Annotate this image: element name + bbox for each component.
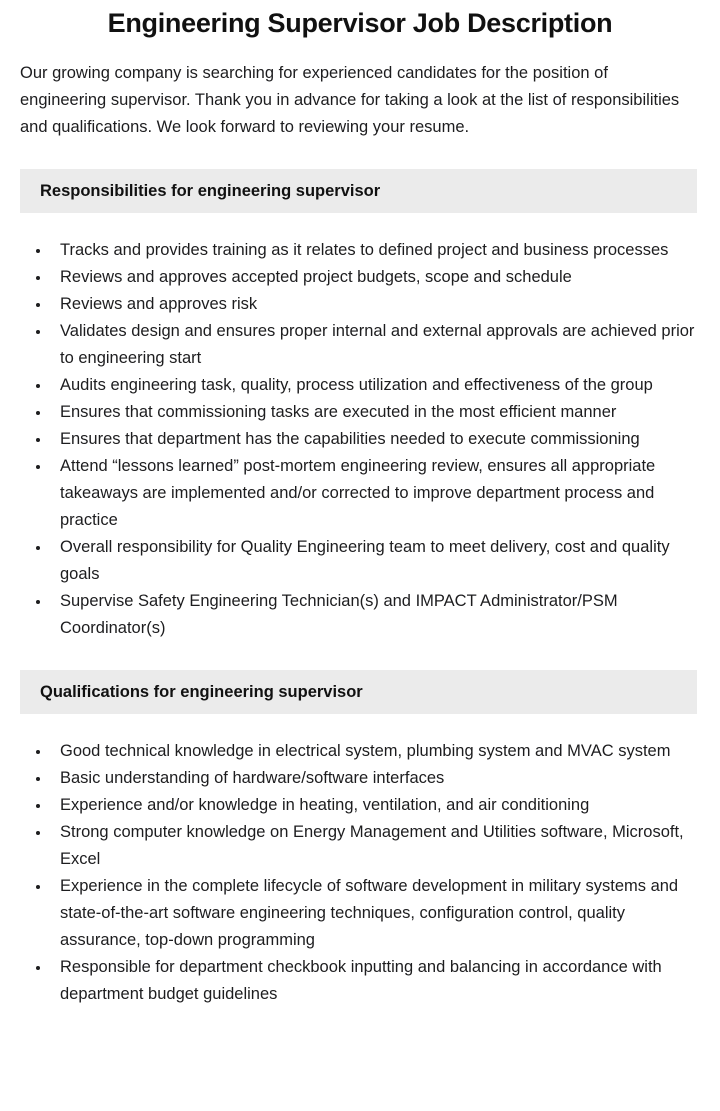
list-item: • Validates design and ensures proper internal and external approvals are achieved prior to engineering start (51, 318, 697, 372)
list-item: • Ensures that commissioning tasks are executed in the most efficient manner (51, 399, 697, 426)
list-item: • Ensures that department has the capabilities needed to execute commissioning (51, 426, 697, 453)
responsibilities-list (20, 237, 697, 642)
list-item: • Strong computer knowledge on Energy Management and Utilities software, Microsoft, Excel (51, 819, 697, 873)
list-item: • Tracks and provides training as it relates to defined project and business processes (51, 237, 697, 264)
list-item: • Audits engineering task, quality, process utilization and effectiveness of the group (51, 372, 697, 399)
list-item: • Supervise Safety Engineering Technician(s) and IMPACT Administrator/PSM Coordinator(s) (51, 588, 697, 642)
qualifications-section (0, 670, 720, 1008)
list-item: • Experience and/or knowledge in heating, ventilation, and air conditioning (51, 792, 697, 819)
responsibilities-section (0, 169, 720, 642)
list-item: • Overall responsibility for Quality Engineering team to meet delivery, cost and quality goals (51, 534, 697, 588)
list-item: • Reviews and approves accepted project budgets, scope and schedule (51, 264, 697, 291)
list-item: • Experience in the complete lifecycle of software development in military systems and state-of-the-art software engineering techniques, configuration control, quality assurance, top-down programming (51, 873, 697, 954)
page-title: Engineering Supervisor Job Description (107, 8, 613, 38)
list-item: • Reviews and approves risk (51, 291, 697, 318)
qualifications-heading: Qualifications for engineering supervisor (20, 670, 697, 714)
list-item: • Responsible for department checkbook inputting and balancing in accordance with department budget guidelines (51, 954, 697, 1008)
list-item: • Attend “lessons learned” post-mortem engineering review, ensures all appropriate takeaways are implemented and/or corrected to improve department process and practice (51, 453, 697, 534)
list-item: • Basic understanding of hardware/software interfaces (51, 765, 697, 792)
qualifications-list (20, 738, 697, 1008)
list-item: • Good technical knowledge in electrical system, plumbing system and MVAC system (51, 738, 697, 765)
responsibilities-heading: Responsibilities for engineering supervisor (20, 169, 697, 213)
intro-paragraph: Our growing company is searching for experienced candidates for the position of engineering supervisor. Thank you in advance for taking a look at the list of responsibilities and qualifications. We look forward to reviewing your resume. (20, 64, 680, 136)
